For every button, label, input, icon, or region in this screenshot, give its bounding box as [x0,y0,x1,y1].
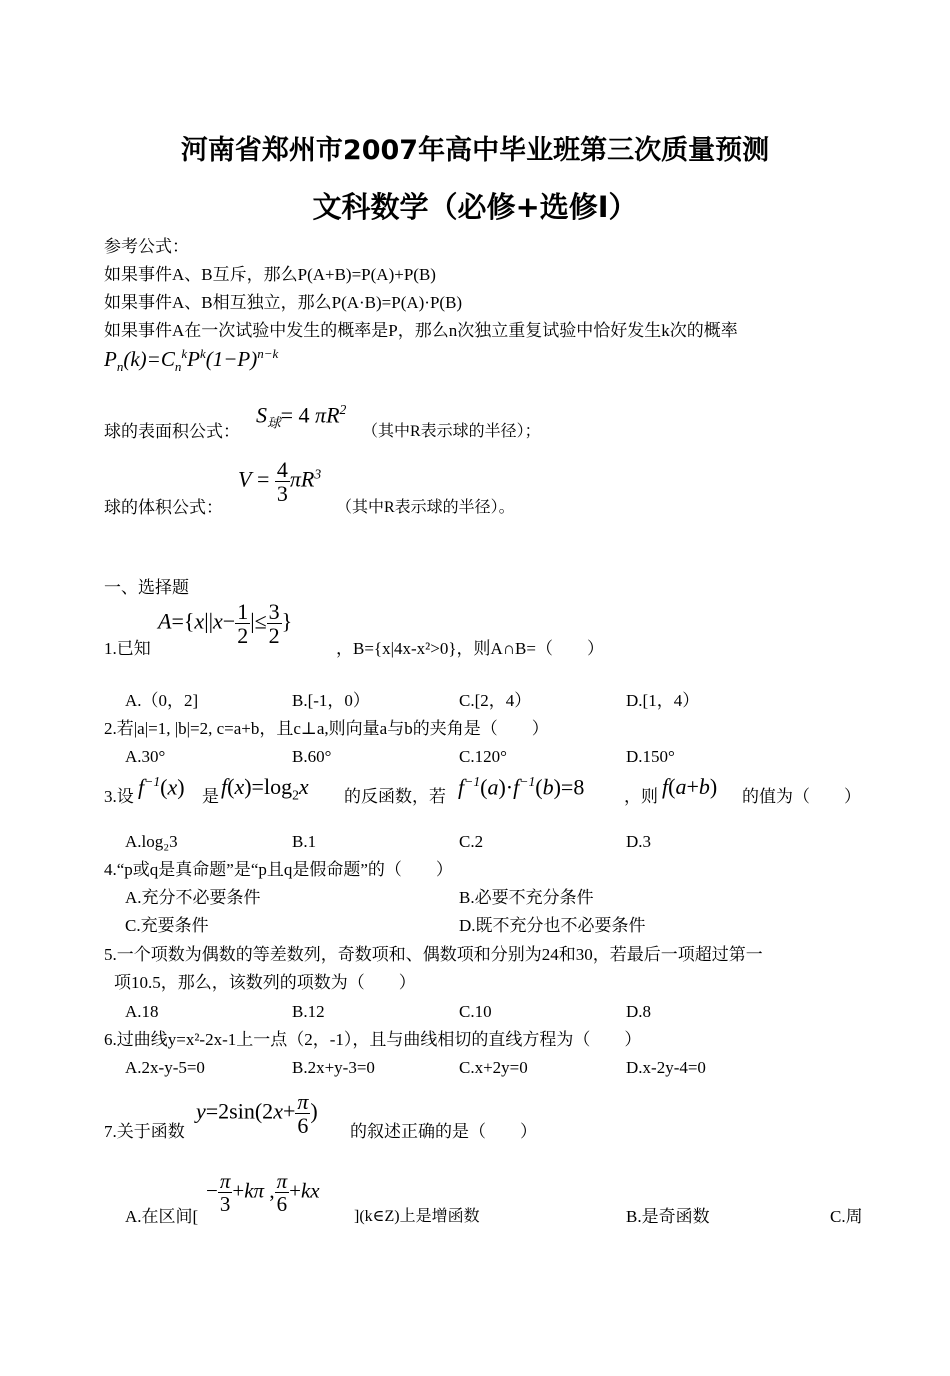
q3-option-a[interactable]: A.log₂3 [125,832,178,851]
sphere-surface-note: （其中R表示球的半径）； [362,423,541,440]
q6-option-b[interactable]: B.2x+y-3=0 [292,1058,375,1077]
q5-option-b[interactable]: B.12 [292,1002,325,1021]
q4-stem: 4.“p或q是真命题”是“p且q是假命题”的（ ） [104,860,453,879]
q6-option-a[interactable]: A.2x-y-5=0 [125,1058,205,1077]
q2-option-c[interactable]: C.120° [459,747,507,766]
q3-mid3: ，则 [624,787,658,806]
q5-option-c[interactable]: C.10 [459,1002,492,1021]
q2-option-a[interactable]: A.30° [125,747,166,766]
q7-interval-math: − $\frac{\pi}{3}$ +kπ , $\frac{\pi}{6}$ +kx [206,1169,320,1217]
q2-stem: 2.若|a|=1, |b|=2, c=a+b，且c⊥a,则向量a与b的夹角是（ ） [104,719,549,738]
q7-prefix: 7.关于函数 [104,1122,185,1141]
q1-option-b[interactable]: B.[-1，0） [292,691,370,710]
page-subtitle: 文科数学（必修+选修Ⅰ） [312,190,638,224]
formula-binomial-math: $P_n(k)=C_n^kP^k(1-P)^{n-k}$ [104,346,279,375]
q5-option-a[interactable]: A.18 [125,1002,159,1021]
q6-option-c[interactable]: C.x+2y=0 [459,1058,528,1077]
q1-set-a-math: A={x||x− $\frac{1}{2}$ |≤ $\frac{3}{2}$ } [158,599,293,649]
section-heading: 一、选择题 [104,578,189,597]
sphere-surface-math: $S_球= 4$ $\pi R^2$ [256,402,347,431]
q5-stem-line2: 项10.5，那么，该数列的项数为（ ） [114,973,416,992]
page-title: 河南省郑州市2007年高中毕业班第三次质量预测 [180,135,770,166]
q6-option-d[interactable]: D.x-2y-4=0 [626,1058,706,1077]
q2-option-d[interactable]: D.150° [626,747,675,766]
formula-mutually-exclusive: 如果事件A、B互斥，那么P(A+B)=P(A)+P(B) [104,265,436,284]
q2-option-b[interactable]: B.60° [292,747,332,766]
q3-prefix: 3.设 [104,787,134,806]
formula-binomial-text: 如果事件A在一次试验中发生的概率是P，那么n次独立重复试验中恰好发生k次的概率 [104,321,738,340]
q3-target-math: f(a+b) [662,774,718,799]
q7-option-a-prefix[interactable]: A.在区间[ [125,1207,199,1226]
q1-option-c[interactable]: C.[2，4） [459,691,532,710]
q3-option-b[interactable]: B.1 [292,832,317,851]
q3-condition-math: $f^{-1}(a)\cdot f^{-1}(b)=8$ [458,774,585,800]
formula-independent: 如果事件A、B相互独立，那么P(A·B)=P(A)·P(B) [104,293,463,312]
q4-option-c[interactable]: C.充要条件 [125,916,209,935]
q4-option-a[interactable]: A.充分不必要条件 [125,888,261,907]
q1-option-d[interactable]: D.[1，4） [626,691,700,710]
q1-prefix: 1.已知 [104,639,151,658]
q3-suffix: 的值为（ ） [742,787,861,806]
q3-mid2: 的反函数，若 [344,787,446,806]
q7-option-c[interactable]: C.周 [830,1207,863,1226]
q7-option-b[interactable]: B.是奇函数 [626,1207,710,1226]
q7-suffix: 的叙述正确的是（ ） [350,1122,537,1141]
sphere-volume-math: V = $\frac{4}{3}$ $\pi R^3$ [238,457,322,507]
q4-option-d[interactable]: D.既不充分也不必要条件 [459,916,646,935]
q7-function-math: y=2sin(2x+ $\frac{\pi}{6}$ ) [196,1089,318,1139]
formulas-heading: 参考公式： [104,237,189,256]
q7-option-a-suffix[interactable]: ](k∈Z)上是增函数 [354,1208,480,1225]
sphere-volume-label: 球的体积公式： [104,498,223,517]
q4-option-b[interactable]: B.必要不充分条件 [459,888,594,907]
sphere-surface-label: 球的表面积公式： [104,422,240,441]
q3-function-math: $f(x)=\log_2x$ [221,774,309,803]
q3-option-d[interactable]: D.3 [626,832,652,851]
q5-option-d[interactable]: D.8 [626,1002,652,1021]
q1-suffix: ，B={x|4x-x²>0}，则A∩B=（ ） [336,639,604,658]
q3-mid1: 是 [202,787,219,806]
q1-option-a[interactable]: A.（0，2] [125,691,199,710]
q5-stem-line1: 5.一个项数为偶数的等差数列，奇数项和、偶数项和分别为24和30，若最后一项超过第一 [104,945,763,964]
q3-inverse-math: $f^{-1}(x)$ [138,774,185,800]
q3-option-c[interactable]: C.2 [459,832,484,851]
q6-stem: 6.过曲线y=x²-2x-1上一点（2，-1），且与曲线相切的直线方程为（ ） [104,1030,642,1049]
sphere-volume-note: （其中R表示球的半径）。 [336,499,515,516]
